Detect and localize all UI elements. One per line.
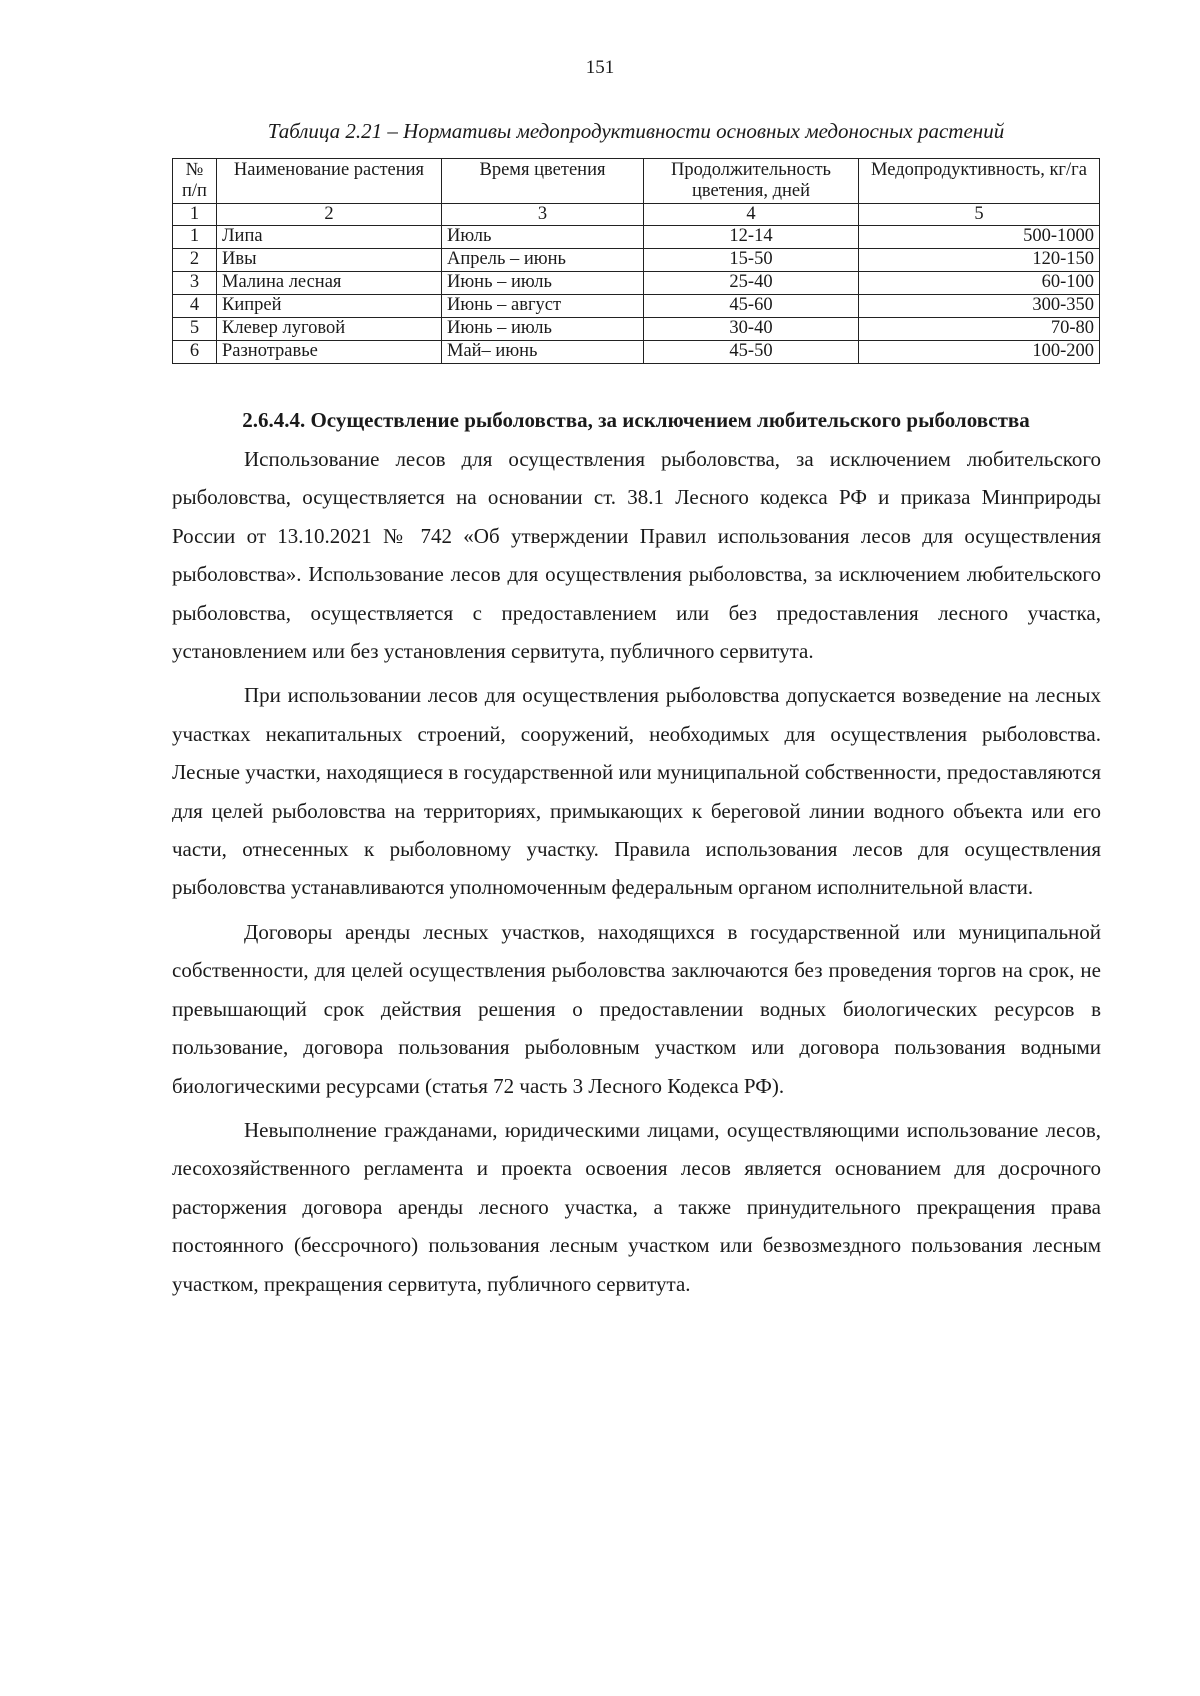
cell-bloom-time: Май– июнь [442, 341, 644, 364]
honey-productivity-table [172, 158, 1100, 364]
cell-bloom-time: Апрель – июнь [442, 249, 644, 272]
cell-bloom-time: Июнь – июль [442, 318, 644, 341]
section-heading: 2.6.4.4. Осуществление рыболовства, за исключением любительского рыболовства [242, 408, 1030, 432]
table-caption: Таблица 2.21 – Нормативы медопродуктивности основных медоносных растений [267, 119, 1005, 143]
header-bloom-time: Время цветения [442, 159, 644, 204]
cell-honey-productivity: 70-80 [859, 318, 1100, 341]
cell-plant-name: Кипрей [217, 295, 442, 318]
column-number: 5 [859, 204, 1100, 226]
cell-honey-productivity: 120-150 [859, 249, 1100, 272]
cell-bloom-duration: 12-14 [644, 226, 859, 249]
cell-plant-name: Липа [217, 226, 442, 249]
cell-number: 1 [173, 226, 217, 249]
cell-number: 5 [173, 318, 217, 341]
cell-honey-productivity: 300-350 [859, 295, 1100, 318]
section-body [172, 440, 1101, 1309]
header-bloom-duration: Продолжительность цветения, дней [644, 159, 859, 204]
table-row [173, 341, 1100, 364]
cell-plant-name: Клевер луговой [217, 318, 442, 341]
cell-bloom-duration: 45-50 [644, 341, 859, 364]
cell-bloom-duration: 15-50 [644, 249, 859, 272]
column-number-row [173, 204, 1100, 226]
header-plant-name: Наименование растения [217, 159, 442, 204]
cell-honey-productivity: 500-1000 [859, 226, 1100, 249]
column-number: 2 [217, 204, 442, 226]
cell-plant-name: Малина лесная [217, 272, 442, 295]
table-row [173, 318, 1100, 341]
table-row [173, 295, 1100, 318]
paragraph: Договоры аренды лесных участков, находящихся в государственной или муниципальной собственности, для целей осуществления рыболовства заключаются без проведения торгов на срок, не превышающий срок действия решения о предоставлении водных биологических ресурсов в пользование, договора пользования рыболовным участком или договора пользования водными биологическими ресурсами (статья 72 часть 3 Лесного Кодекса РФ). [172, 919, 1101, 1098]
page-number: 151 [585, 57, 615, 78]
cell-bloom-duration: 45-60 [644, 295, 859, 318]
cell-number: 3 [173, 272, 217, 295]
cell-bloom-time: Июнь – август [442, 295, 644, 318]
header-honey-productivity: Медопродуктивность, кг/га [859, 159, 1100, 204]
cell-number: 6 [173, 341, 217, 364]
cell-number: 4 [173, 295, 217, 318]
cell-bloom-duration: 25-40 [644, 272, 859, 295]
cell-plant-name: Разнотравье [217, 341, 442, 364]
paragraph: Невыполнение гражданами, юридическими лицами, осуществляющими использование лесов, лесохозяйственного регламента и проекта освоения лесов является основанием для досрочного расторжения договора аренды лесного участка, а также принудительного прекращения права постоянного (бессрочного) пользования лесным участком или безвозмездного пользования лесным участком, прекращения сервитута, публичного сервитута. [172, 1117, 1101, 1296]
header-number: № п/п [173, 159, 217, 204]
cell-honey-productivity: 60-100 [859, 272, 1100, 295]
cell-bloom-duration: 30-40 [644, 318, 859, 341]
table-row [173, 249, 1100, 272]
cell-plant-name: Ивы [217, 249, 442, 272]
cell-bloom-time: Июль [442, 226, 644, 249]
paragraph: Использование лесов для осуществления рыболовства, за исключением любительского рыболовства, осуществляется на основании ст. 38.1 Лесного кодекса РФ и приказа Минприроды России от 13.10.2021 № 742 «Об утверждении Правил использования лесов для осуществления рыболовства». Использование лесов для осуществления рыболовства, за исключением любительского рыболовства, осуществляется с предоставлением или без предоставления лесного участка, установлением или без установления сервитута, публичного сервитута. [172, 447, 1101, 664]
cell-number: 2 [173, 249, 217, 272]
cell-bloom-time: Июнь – июль [442, 272, 644, 295]
table-row [173, 272, 1100, 295]
column-number: 3 [442, 204, 644, 226]
column-number: 1 [173, 204, 217, 226]
table-header-row [173, 159, 1100, 204]
column-number: 4 [644, 204, 859, 226]
table-row [173, 226, 1100, 249]
cell-honey-productivity: 100-200 [859, 341, 1100, 364]
paragraph: При использовании лесов для осуществления рыболовства допускается возведение на лесных участках некапитальных строений, сооружений, необходимых для осуществления рыболовства. Лесные участки, находящиеся в государственной или муниципальной собственности, предоставляются для целей рыболовства на территориях, примыкающих к береговой линии водного объекта или его части, отнесенных к рыболовному участку. Правила использования лесов для осуществления рыболовства устанавливаются уполномоченным федеральным органом исполнительной власти. [172, 683, 1101, 900]
